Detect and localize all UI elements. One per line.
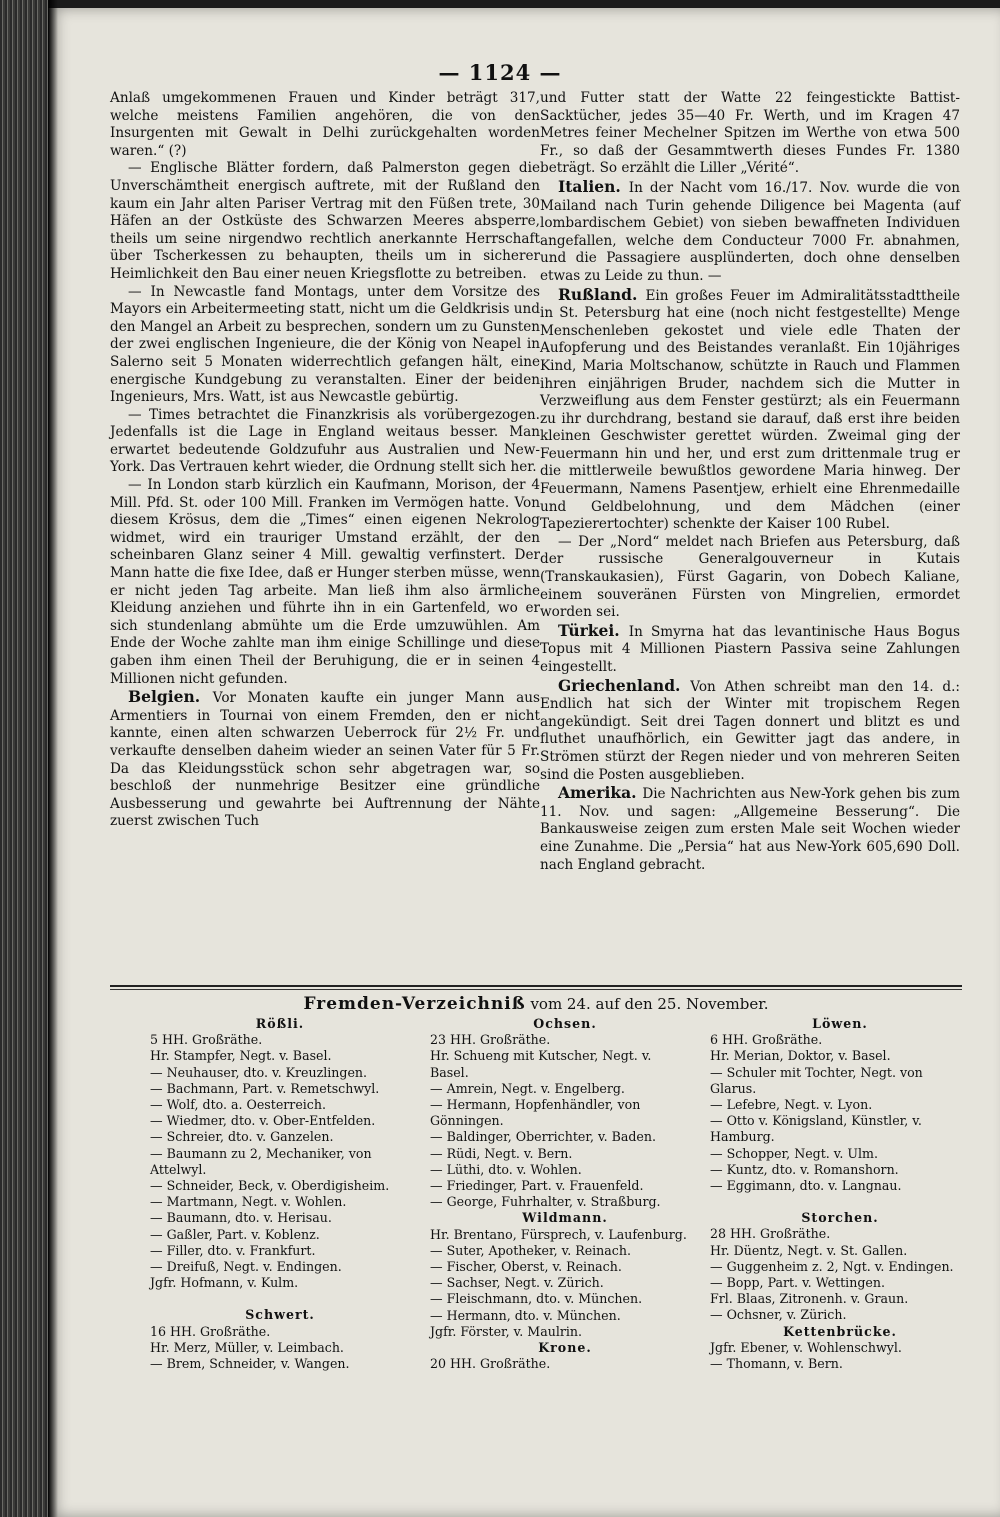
- guest-entry: Hr. Brentano, Fürsprech, v. Laufenburg.: [430, 1226, 687, 1242]
- section-divider-thin: [110, 989, 962, 990]
- hotel-heading: Ochsen.: [533, 1016, 597, 1031]
- hotel-heading: Krone.: [538, 1340, 592, 1356]
- guest-entry: — Schneider, Beck, v. Oberdigisheim.: [150, 1178, 390, 1194]
- country-report-text: In der Nacht vom 16./17. Nov. wurde die von Mailand nach Turin gehende Diligence bei Magenta (auf lombardischem Gebiet) von sieben bewaffneten Individuen angefallen, welche dem Conducteur 7000 Fr. abnahmen, und die Passagiere ausplünderten, doch ohne denselben etwas zu Leide zu thun. —: [540, 179, 961, 284]
- country-report: [540, 784, 960, 874]
- country-report: [540, 622, 960, 677]
- guest-entry: — Gaßler, Part. v. Koblenz.: [150, 1226, 320, 1242]
- guest-entry: Hr. Stampfer, Negt. v. Basel.: [150, 1048, 332, 1064]
- guest-entry: — Friedinger, Part. v. Frauenfeld.: [430, 1178, 644, 1194]
- hotel-heading: Kettenbrücke.: [783, 1323, 897, 1339]
- news-paragraph: — Der „Nord“ meldet nach Briefen aus Petersburg, daß der russische Generalgouverneur in Kutais (Transkaukasien), Fürst Gagarin, von Dobech Kaliane, einem souveränen Fürsten von Mingrelien, ermordet worden sei.: [540, 533, 960, 621]
- hotel-heading: Schwert.: [245, 1307, 315, 1323]
- guest-entry: — Baldinger, Oberrichter, v. Baden.: [430, 1129, 656, 1145]
- guest-entry: 28 HH. Großräthe.: [710, 1226, 831, 1242]
- guest-entry: 20 HH. Großräthe.: [430, 1356, 551, 1372]
- guest-entry: Frl. Blaas, Zitronenh. v. Graun.: [710, 1291, 909, 1307]
- guest-entry: — Suter, Apotheker, v. Reinach.: [430, 1242, 631, 1258]
- guest-entry: Gönningen.: [430, 1113, 504, 1129]
- register-column-roessli-schwert: [150, 1016, 410, 1372]
- guest-entry: — Baumann zu 2, Mechaniker, von: [150, 1145, 372, 1161]
- guest-entry: — Rüdi, Negt. v. Bern.: [430, 1145, 573, 1161]
- country-heading: Türkei.: [558, 620, 629, 640]
- guest-entry: — Neuhauser, dto. v. Kreuzlingen.: [150, 1064, 368, 1080]
- left-text-column: [110, 90, 540, 831]
- guest-entry: — Martmann, Negt. v. Wohlen.: [150, 1194, 347, 1210]
- country-report-text: Von Athen schreibt man den 14. d.: Endlich hat sich der Winter mit tropischem Regen angekündigt. Seit drei Tagen donnert und blitzt es und fluthet unaufhörlich, ein Gewitter jagt das andere, in Strömen stürzt der Regen nieder und von mehreren Seiten sind die Posten ausgeblieben.: [540, 678, 960, 783]
- guest-entry: Jgfr. Förster, v. Maulrin.: [430, 1323, 583, 1339]
- guest-entry: — Sachser, Negt. v. Zürich.: [430, 1275, 604, 1291]
- hotel-heading: Storchen.: [801, 1210, 879, 1226]
- guest-entry: — Kuntz, dto. v. Romanshorn.: [710, 1161, 899, 1177]
- country-report-text: In Smyrna hat das levantinische Haus Bogus Topus mit 4 Millionen Piastern Passiva seine Zahlungen eingestellt.: [540, 623, 960, 675]
- guest-entry: — Wiedmer, dto. v. Ober-Entfelden.: [150, 1113, 376, 1129]
- guest-entry: — Amrein, Negt. v. Engelberg.: [430, 1080, 625, 1096]
- country-heading: Rußland.: [558, 284, 646, 304]
- continued-text: Anlaß umgekommenen Frauen und Kinder beträgt 317, welche meistens Familien angehören, die von den Insurgenten mit Gewalt in Delhi zurückgehalten worden waren.“ (?): [110, 90, 540, 159]
- guest-entry: — Ochsner, v. Zürich.: [710, 1307, 847, 1323]
- guest-entry: — Bachmann, Part. v. Remetschwyl.: [150, 1080, 380, 1096]
- book-page-edges: [0, 0, 48, 1517]
- guest-entry: 16 HH. Großräthe.: [150, 1323, 271, 1339]
- country-heading: Belgien.: [128, 687, 213, 707]
- right-text-column: [540, 90, 960, 874]
- guest-entry: Glarus.: [710, 1080, 757, 1096]
- guest-entry: — Fleischmann, dto. v. München.: [430, 1291, 643, 1307]
- guest-entry: — Dreifuß, Negt. v. Endingen.: [150, 1259, 342, 1275]
- guest-entry: Jgfr. Hofmann, v. Kulm.: [150, 1275, 299, 1291]
- register-heading: Fremden-Verzeichniß: [303, 994, 526, 1014]
- guest-entry: — Brem, Schneider, v. Wangen.: [150, 1356, 350, 1372]
- guest-entry: — Otto v. Königsland, Künstler, v.: [710, 1113, 922, 1129]
- page-number: — 1124 —: [438, 60, 562, 85]
- continued-text: und Futter statt der Watte 22 feingestickte Battist-Sacktücher, jedes 35—40 Fr. Werth, und im Kragen 47 Metres feiner Mechelner Spitzen im Werthe von etwa 500 Fr., so daß der Gesammtwerth dieses Fundes Fr. 1380 beträgt. So erzählt die Liller „Vérité“.: [540, 90, 960, 177]
- guest-entry: 5 HH. Großräthe.: [150, 1032, 263, 1048]
- guest-entry: — Lefebre, Negt. v. Lyon.: [710, 1097, 873, 1113]
- country-heading: Amerika.: [558, 783, 643, 803]
- register-column-ochsen-wildmann-krone: [430, 1016, 700, 1372]
- guest-entry: Hr. Schueng mit Kutscher, Negt. v.: [430, 1048, 652, 1064]
- news-paragraph: — Englische Blätter fordern, daß Palmerston gegen die Unverschämtheit energisch auftrete, mit der Rußland den kaum ein Jahr alten Pariser Vertrag mit den Füßen trete, 30 Häfen an der Ostküste des Schwarzen Meeres absperre, theils um seine nirgendwo rechtlich anerkannte Herrschaft über Tscherkessen zu behaupten, theils um in sicherer Heimlichkeit den Bau einer neuen Kriegsflotte zu betreiben.: [110, 160, 540, 282]
- guest-entry: — Wolf, dto. a. Oesterreich.: [150, 1097, 326, 1113]
- country-report-text: Vor Monaten kaufte ein junger Mann aus Armentiers in Tournai von einem Fremden, den er nicht kannte, einen alten schwarzen Ueberrock für 2½ Fr. und verkaufte denselben daheim wieder an seinen Vater für 5 Fr. Da das Kleidungsstück schon sehr abgetragen war, so beschloß der nunmehrige Besitzer eine gründliche Ausbesserung und gewahrte bei Auftrennung der Nähte zuerst zwischen Tuch: [110, 690, 540, 830]
- guest-entry: — Lüthi, dto. v. Wohlen.: [430, 1161, 582, 1177]
- guest-entry: 6 HH. Großräthe.: [710, 1032, 823, 1048]
- guest-entry: Jgfr. Ebener, v. Wohlenschwyl.: [710, 1339, 902, 1355]
- guest-entry: — Baumann, dto. v. Herisau.: [150, 1210, 332, 1226]
- hotel-heading: Wildmann.: [522, 1210, 608, 1226]
- guest-entry: — Schuler mit Tochter, Negt. von: [710, 1064, 923, 1080]
- news-paragraph: — In Newcastle fand Montags, unter dem Vorsitze des Mayors ein Arbeitermeeting statt, nicht um die Geldkrisis und den Mangel an Arbeit zu besprechen, sondern um zu Gunsten der zwei englischen Ingenieure, die der König von Neapel in Salerno seit 5 Monaten widerrechtlich gefangen hält, eine energische Kundgebung zu veranstalten. Einer der beiden Ingenieurs, Mrs. Watt, ist aus Newcastle gebürtig.: [110, 283, 540, 406]
- guest-entry: — Filler, dto. v. Frankfurt.: [150, 1242, 316, 1258]
- binding-shadow: [48, 0, 58, 1517]
- news-paragraph: — Times betrachtet die Finanzkrisis als vorübergezogen. Jedenfalls ist die Lage in England weitaus besser. Man erwartet bedeutende Goldzufuhr aus Australien und New-York. Das Vertrauen kehrt wieder, die Ordnung stellt sich her.: [110, 406, 540, 476]
- hotel-heading: Löwen.: [812, 1016, 868, 1031]
- country-report: [540, 286, 960, 534]
- country-report: [110, 688, 540, 831]
- guest-entry: — Eggimann, dto. v. Langnau.: [710, 1178, 902, 1194]
- hotel-heading: Rößli.: [255, 1016, 305, 1031]
- register-date: vom 24. auf den 25. November.: [530, 995, 769, 1013]
- country-report-text: Ein großes Feuer im Admiralitätsstadttheile in St. Petersburg hat eine (noch nicht festgestellte) Menge Menschenleben gekostet und viele edle Thaten der Aufopferung und des Beistandes veranlaßt. Ein 10jähriges Kind, Maria Moltschanow, schützte in Rauch und Flammen ihren einjährigen Bruder, nachdem sich die Mutter in Verzweiflung aus dem Fenster gestürzt; als ein Feuermann zu ihr durchdrang, bestand sie darauf, daß erst ihre beiden kleinen Geschwister gerettet würden. Zweimal ging der Feuermann hin und her, und erst zum drittenmale trug er die mittlerweile bewußtlos gewordene Maria hinweg. Der Feuermann, Namens Pasentjew, erhielt eine Ehrenmedaille und Geldbelohnung, und dem Mädchen (einer Tapezierertochter) schenkte der Kaiser 100 Rubel.: [540, 287, 960, 533]
- guest-entry: — Bopp, Part. v. Wettingen.: [710, 1275, 885, 1291]
- spacer: [710, 1194, 970, 1210]
- guest-entry: — Schopper, Negt. v. Ulm.: [710, 1145, 879, 1161]
- register-column-loewen-storchen-kettenbruecke: [710, 1016, 970, 1372]
- country-report: [540, 178, 960, 286]
- country-heading: Griechenland.: [558, 675, 691, 695]
- guest-entry: — Guggenheim z. 2, Ngt. v. Endingen.: [710, 1258, 954, 1274]
- guest-entry: Attelwyl.: [150, 1161, 207, 1177]
- guest-entry: 23 HH. Großräthe.: [430, 1032, 551, 1048]
- guest-entry: Hamburg.: [710, 1129, 775, 1145]
- country-report-text: Die Nachrichten aus New-York gehen bis zum 11. Nov. und sagen: „Allgemeine Besserung“. Die Bankausweise zeigen zum ersten Male seit Wochen wieder eine Zunahme. Die „Persia“ hat aus New-York 605,690 Doll. nach England gebracht.: [540, 786, 961, 873]
- guest-entry: Hr. Merz, Müller, v. Leimbach.: [150, 1339, 344, 1355]
- section-divider: [110, 985, 962, 987]
- guest-entry: Hr. Merian, Doktor, v. Basel.: [710, 1048, 891, 1064]
- guest-entry: — Hermann, Hopfenhändler, von: [430, 1097, 641, 1113]
- news-paragraph: — In London starb kürzlich ein Kaufmann, Morison, der 4 Mill. Pfd. St. oder 100 Mill. Franken im Vermögen hatte. Von diesem Krösus, dem die „Times“ einen eigenen Nekrolog widmet, wird ein trauriger Umstand erzählt, der den scheinbaren Glanz seiner 4 Mill. gewaltig verfinstert. Der Mann hatte die fixe Idee, daß er Hunger sterben müsse, wenn er nicht jeden Tag arbeite. Man ließ ihm also ärmliche Kleidung anziehen und führte ihn in ein Gartenfeld, wo er sich stundenlang abmühte um die Erde umzuwühlen. Am Ende der Woche zahlte man ihm einige Schillinge und diese gaben ihm einen Theil der Beruhigung, die er in seinen 4 Millionen nicht gefunden.: [110, 477, 540, 687]
- guest-entry: — George, Fuhrhalter, v. Straßburg.: [430, 1194, 661, 1210]
- guest-entry: — Schreier, dto. v. Ganzelen.: [150, 1129, 334, 1145]
- guest-entry: — Thomann, v. Bern.: [710, 1356, 843, 1372]
- country-report: [540, 677, 960, 785]
- guest-entry: Hr. Düentz, Negt. v. St. Gallen.: [710, 1242, 908, 1258]
- guest-entry: — Hermann, dto. v. München.: [430, 1307, 621, 1323]
- guest-entry: Basel.: [430, 1064, 469, 1080]
- spacer: [150, 1291, 410, 1307]
- country-heading: Italien.: [558, 176, 629, 196]
- register-title: [110, 994, 962, 1014]
- guest-entry: — Fischer, Oberst, v. Reinach.: [430, 1259, 622, 1275]
